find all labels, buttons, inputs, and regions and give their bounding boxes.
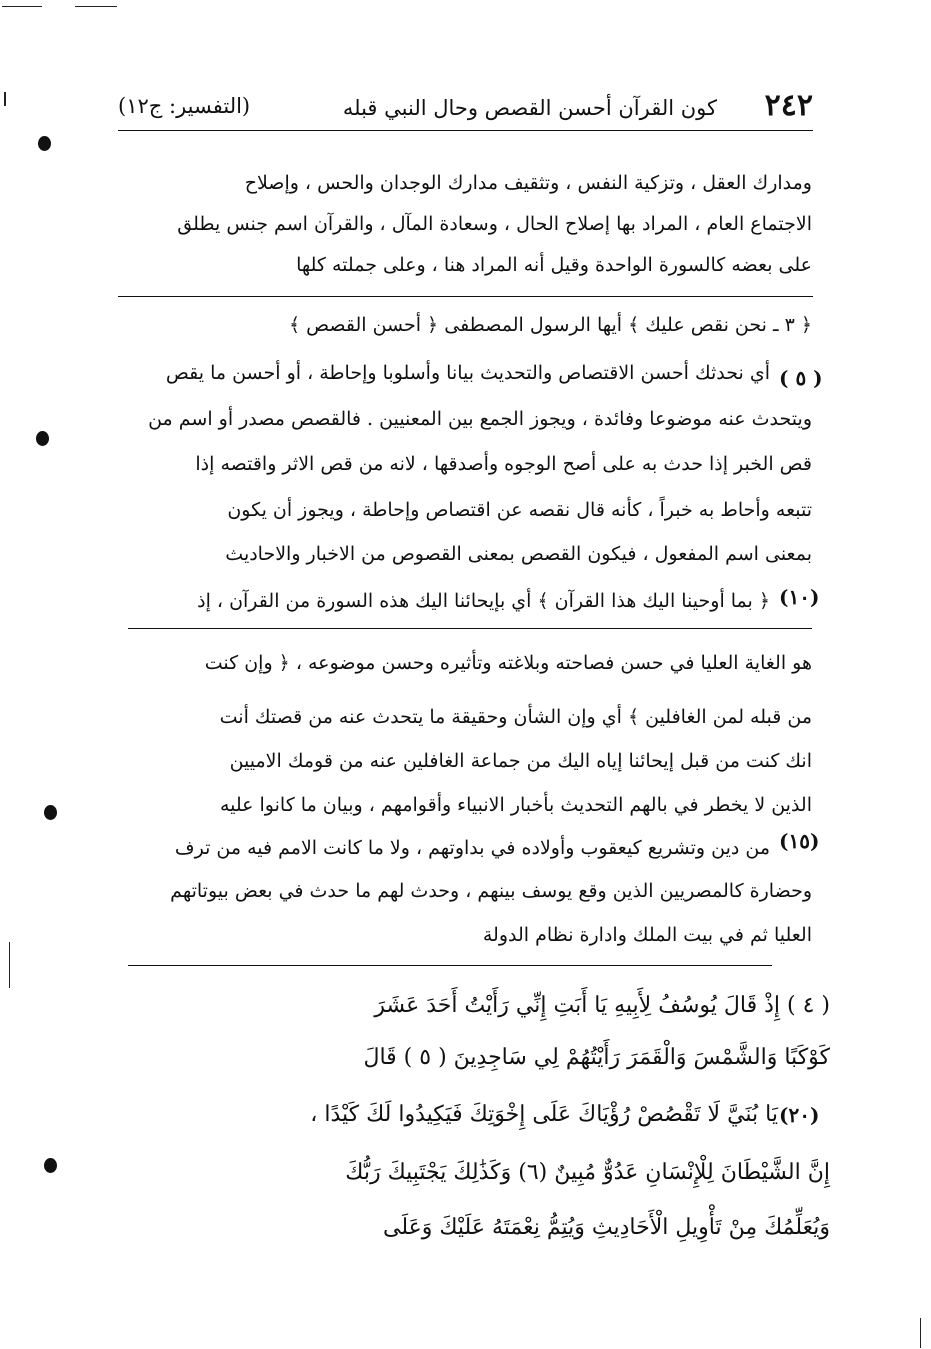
text-line: على بعضه كالسورة الواحدة وقيل أنه المراد هنا ، وعلى جملته كلها xyxy=(296,254,812,276)
verse-line: ( ٤ ) إِذْ قَالَ يُوسُفُ لِأَبِيهِ يَا أَبَتِ إِنِّي رَأَيْتُ أَحَدَ عَشَرَ xyxy=(374,993,830,1018)
verse-line: كَوْكَبًا وَالشَّمْسَ وَالْقَمَرَ رَأَيْتُهُمْ لِي سَاجِدِينَ ( ٥ ) قَالَ xyxy=(363,1045,830,1070)
underline-rule xyxy=(128,628,812,629)
text-line: ﴿ ٣ ـ نحن نقص عليك ﴾ أيها الرسول المصطفى ﴿ أحسن القصص ﴾ xyxy=(288,314,812,336)
margin-line-number: ( ٥ ) xyxy=(779,366,823,390)
binder-hole-dot xyxy=(38,136,51,151)
header-reference: (التفسير: ج١٢) xyxy=(118,94,251,118)
header-rule xyxy=(118,130,813,131)
margin-line-number: (١٥) xyxy=(779,829,820,853)
header-title: كون القرآن أحسن القصص وحال النبي قبله xyxy=(342,96,717,120)
section-rule xyxy=(128,965,772,966)
text-line: وحضارة كالمصريين الذين وقع يوسف بينهم ، وحدث لهم ما حدث في بعض بيوتاتهم xyxy=(170,880,812,902)
section-rule xyxy=(118,296,813,297)
text-line: من قبله لمن الغافلين ﴾ أي وإن الشأن وحقيقة ما يتحدث عنه من قصتك أنت xyxy=(219,706,812,728)
verse-line: وَيُعَلِّمُكَ مِنْ تَأْوِيلِ الْأَحَادِيثِ وَيُتِمُّ نِعْمَتَهُ عَلَيْكَ وَعَلَى xyxy=(383,1215,830,1240)
text-line: من دين وتشريع كيعقوب وأولاده في بداوتهم ، ولا ما كانت الامم فيه من ترف xyxy=(174,837,770,859)
text-line: ﴿ بما أوحينا اليك هذا القرآن ﴾ أي بإيحائنا اليك هذه السورة من القرآن ، إذ xyxy=(197,590,770,612)
text-line: ومدارك العقل ، وتزكية النفس ، وتثقيف مدارك الوجدان والحس ، وإصلاح xyxy=(244,172,812,194)
text-line: انك كنت من قبل إيحائنا إياه اليك من جماعة الغافلين عنه من قومك الاميين xyxy=(229,750,812,772)
margin-line-number: (١٠) xyxy=(779,585,820,609)
scan-edge-mark xyxy=(9,942,10,988)
text-line: الذين لا يخطر في بالهم التحديث بأخبار الانبياء وأقوامهم ، وبيان ما كانوا عليه xyxy=(219,794,812,816)
margin-line-number: (٢٠) xyxy=(779,1103,820,1127)
verse-line: يَا بُنَيَّ لَا تَقْصُصْ رُؤْيَاكَ عَلَى إِخْوَتِكَ فَيَكِيدُوا لَكَ كَيْدًا ، xyxy=(310,1102,778,1127)
binder-hole-dot xyxy=(44,1158,57,1173)
running-header xyxy=(118,88,813,128)
page-number: ٢٤٢ xyxy=(764,88,813,123)
scan-corner-mark xyxy=(2,6,42,7)
text-line: بمعنى اسم المفعول ، فيكون القصص بمعنى القصوص من الاخبار والاحاديث xyxy=(225,543,812,565)
text-line: قص الخبر إذا حدث به على أصح الوجوه وأصدقها ، لانه من قص الاثر واقتصه إذا xyxy=(195,453,812,475)
text-line: الاجتماع العام ، المراد بها إصلاح الحال ، وسعادة المآل ، والقرآن اسم جنس يطلق xyxy=(177,213,812,235)
scan-corner-mark xyxy=(75,6,117,7)
text-line: تتبعه وأحاط به خبراً ، كأنه قال نقصه عن اقتصاص وإحاطة ، ويجوز أن يكون xyxy=(227,499,812,521)
text-line: ويتحدث عنه موضوعا وفائدة ، ويجوز الجمع بين المعنيين . فالقصص مصدر أو اسم من xyxy=(148,408,812,430)
verse-line: إِنَّ الشَّيْطَانَ لِلْإِنْسَانِ عَدُوٌّ مُبِينٌ (٦) وَكَذَٰلِكَ يَجْتَبِيكَ رَبُّكَ xyxy=(345,1160,830,1185)
binder-hole-dot xyxy=(44,805,57,820)
scan-edge-mark xyxy=(920,1318,921,1348)
text-line: العليا ثم في بيت الملك وادارة نظام الدولة xyxy=(482,924,812,946)
binder-hole-dot xyxy=(36,431,49,446)
text-line: أي نحدثك أحسن الاقتصاص والتحديث بيانا وأسلوبا وإحاطة ، أو أحسن ما يقص xyxy=(165,362,770,384)
scan-edge-mark xyxy=(4,92,6,106)
text-line: هو الغاية العليا في حسن فصاحته وبلاغته وتأثيره وحسن موضوعه ، ﴿ وإن كنت xyxy=(204,652,812,674)
